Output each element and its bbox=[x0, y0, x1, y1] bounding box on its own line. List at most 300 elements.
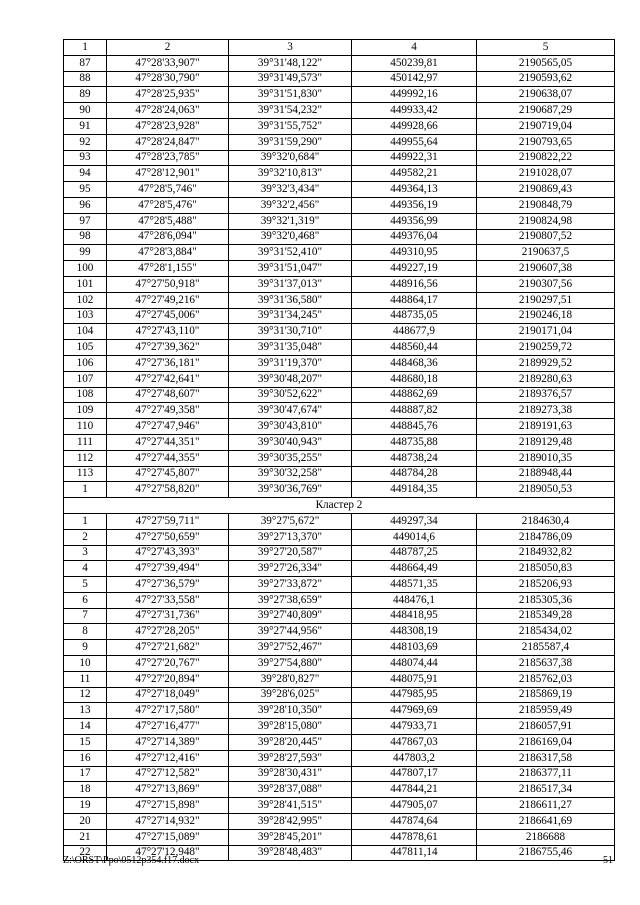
section-row bbox=[64, 498, 615, 514]
table-cell: 39°28'10,350" bbox=[229, 703, 352, 719]
table-cell: 2186377,11 bbox=[477, 766, 615, 782]
table-cell: 39°28'41,515" bbox=[229, 798, 352, 814]
table-cell: 2185305,36 bbox=[477, 592, 615, 608]
table-cell: 449014,6 bbox=[352, 529, 477, 545]
table-cell: 39°27'5,672" bbox=[229, 513, 352, 529]
table-cell: 47°27'16,477" bbox=[107, 719, 229, 735]
table-cell: 47°27'59,711" bbox=[107, 513, 229, 529]
table-row bbox=[64, 197, 615, 213]
table-cell: 2186317,58 bbox=[477, 750, 615, 766]
table-cell: 448075,91 bbox=[352, 671, 477, 687]
table-row bbox=[64, 387, 615, 403]
table-cell: 448476,1 bbox=[352, 592, 477, 608]
table-cell: 106 bbox=[64, 355, 107, 371]
table-cell: 449992,16 bbox=[352, 87, 477, 103]
table-row bbox=[64, 466, 615, 482]
table-cell: 47°28'5,488" bbox=[107, 213, 229, 229]
table-cell: 39°31'34,245" bbox=[229, 308, 352, 324]
table-cell: 2191028,07 bbox=[477, 166, 615, 182]
table-cell: 2189273,38 bbox=[477, 403, 615, 419]
table-cell: 3 bbox=[64, 545, 107, 561]
table-row bbox=[64, 403, 615, 419]
table-row bbox=[64, 71, 615, 87]
table-cell: 1 bbox=[64, 513, 107, 529]
table-cell: 39°28'15,080" bbox=[229, 719, 352, 735]
table-cell: 449356,19 bbox=[352, 197, 477, 213]
table-cell: 102 bbox=[64, 292, 107, 308]
table-cell: 47°27'43,110" bbox=[107, 324, 229, 340]
table-cell: 447874,64 bbox=[352, 814, 477, 830]
table-cell: 93 bbox=[64, 150, 107, 166]
table-row bbox=[64, 450, 615, 466]
table-cell: 448074,44 bbox=[352, 656, 477, 672]
table-cell: 47°27'49,216" bbox=[107, 292, 229, 308]
table-row bbox=[64, 829, 615, 845]
table-cell: 47°27'50,918" bbox=[107, 276, 229, 292]
coordinates-table-body bbox=[64, 40, 615, 861]
table-cell: 47°28'5,746" bbox=[107, 182, 229, 198]
table-row bbox=[64, 166, 615, 182]
table-cell: 6 bbox=[64, 592, 107, 608]
footer-file-path: Z:\ORST\Ppo\0512p354.f17.docx bbox=[63, 855, 200, 866]
table-cell: 447905,07 bbox=[352, 798, 477, 814]
table-cell: 2185050,83 bbox=[477, 561, 615, 577]
table-row bbox=[64, 229, 615, 245]
table-cell: 11 bbox=[64, 671, 107, 687]
table-cell: 39°27'33,872" bbox=[229, 577, 352, 593]
table-cell: 47°27'14,932" bbox=[107, 814, 229, 830]
table-cell: 448916,56 bbox=[352, 276, 477, 292]
table-cell: 47°28'1,155" bbox=[107, 261, 229, 277]
table-cell: 47°27'15,089" bbox=[107, 829, 229, 845]
table-row bbox=[64, 103, 615, 119]
table-cell: 447803,2 bbox=[352, 750, 477, 766]
table-cell: 91 bbox=[64, 118, 107, 134]
table-cell: 109 bbox=[64, 403, 107, 419]
table-cell: 14 bbox=[64, 719, 107, 735]
table-cell: 2186169,04 bbox=[477, 735, 615, 751]
table-cell: 2185587,4 bbox=[477, 640, 615, 656]
table-cell: 448308,19 bbox=[352, 624, 477, 640]
table-cell: 2190297,51 bbox=[477, 292, 615, 308]
table-row bbox=[64, 608, 615, 624]
header-cell: 3 bbox=[229, 40, 352, 56]
table-cell: 47°27'44,355" bbox=[107, 450, 229, 466]
table-cell: 39°31'35,048" bbox=[229, 340, 352, 356]
table-cell: 2186755,46 bbox=[477, 845, 615, 861]
table-cell: 92 bbox=[64, 134, 107, 150]
table-cell: 449297,34 bbox=[352, 513, 477, 529]
table-row bbox=[64, 308, 615, 324]
table-cell: 100 bbox=[64, 261, 107, 277]
table-cell: 2184932,82 bbox=[477, 545, 615, 561]
table-cell: 47°28'25,935" bbox=[107, 87, 229, 103]
table-cell: 2190607,38 bbox=[477, 261, 615, 277]
table-cell: 447933,71 bbox=[352, 719, 477, 735]
table-cell: 4 bbox=[64, 561, 107, 577]
table-cell: 39°28'27,593" bbox=[229, 750, 352, 766]
table-cell: 448677,9 bbox=[352, 324, 477, 340]
table-cell: 448735,88 bbox=[352, 434, 477, 450]
table-row bbox=[64, 687, 615, 703]
table-cell: 113 bbox=[64, 466, 107, 482]
header-cell: 1 bbox=[64, 40, 107, 56]
table-cell: 448664,49 bbox=[352, 561, 477, 577]
table-cell: 447807,17 bbox=[352, 766, 477, 782]
table-cell: 107 bbox=[64, 371, 107, 387]
table-cell: 2190638,07 bbox=[477, 87, 615, 103]
table-cell: 39°30'35,255" bbox=[229, 450, 352, 466]
table-cell: 39°30'47,674" bbox=[229, 403, 352, 419]
table-cell: 39°28'30,431" bbox=[229, 766, 352, 782]
table-cell: 2185434,02 bbox=[477, 624, 615, 640]
header-cell: 2 bbox=[107, 40, 229, 56]
table-cell: 13 bbox=[64, 703, 107, 719]
table-cell: 47°27'14,389" bbox=[107, 735, 229, 751]
table-cell: 39°30'32,258" bbox=[229, 466, 352, 482]
table-cell: 39°31'59,290" bbox=[229, 134, 352, 150]
table-cell: 47°27'39,362" bbox=[107, 340, 229, 356]
table-cell: 47°27'18,049" bbox=[107, 687, 229, 703]
table-cell: 39°27'52,467" bbox=[229, 640, 352, 656]
table-cell: 47°27'20,767" bbox=[107, 656, 229, 672]
table-cell: 47°28'24,063" bbox=[107, 103, 229, 119]
table-cell: 110 bbox=[64, 419, 107, 435]
table-row bbox=[64, 766, 615, 782]
table-cell: 448738,24 bbox=[352, 450, 477, 466]
table-cell: 449955,64 bbox=[352, 134, 477, 150]
table-cell: 448862,69 bbox=[352, 387, 477, 403]
table-row bbox=[64, 640, 615, 656]
table-cell: 47°27'45,807" bbox=[107, 466, 229, 482]
table-row bbox=[64, 782, 615, 798]
table-row bbox=[64, 134, 615, 150]
table-cell: 17 bbox=[64, 766, 107, 782]
table-cell: 47°27'47,946" bbox=[107, 419, 229, 435]
table-row bbox=[64, 735, 615, 751]
table-cell: 39°27'13,370" bbox=[229, 529, 352, 545]
table-cell: 47°28'23,785" bbox=[107, 150, 229, 166]
table-cell: 449184,35 bbox=[352, 482, 477, 498]
table-cell: 2190171,04 bbox=[477, 324, 615, 340]
table-cell: 449933,42 bbox=[352, 103, 477, 119]
table-row bbox=[64, 87, 615, 103]
footer-page-number: 51 bbox=[603, 855, 613, 866]
table-cell: 448864,17 bbox=[352, 292, 477, 308]
table-cell: 449922,31 bbox=[352, 150, 477, 166]
table-row bbox=[64, 434, 615, 450]
table-row bbox=[64, 371, 615, 387]
table-cell: 47°27'20,894" bbox=[107, 671, 229, 687]
table-cell: 47°27'36,181" bbox=[107, 355, 229, 371]
table-cell: 16 bbox=[64, 750, 107, 766]
table-cell: 448784,28 bbox=[352, 466, 477, 482]
table-row bbox=[64, 182, 615, 198]
table-cell: 2185959,49 bbox=[477, 703, 615, 719]
table-cell: 19 bbox=[64, 798, 107, 814]
table-cell: 39°27'38,659" bbox=[229, 592, 352, 608]
table-cell: 112 bbox=[64, 450, 107, 466]
table-cell: 448735,05 bbox=[352, 308, 477, 324]
table-cell: 47°27'21,682" bbox=[107, 640, 229, 656]
table-row bbox=[64, 545, 615, 561]
table-cell: 10 bbox=[64, 656, 107, 672]
table-cell: 47°28'30,790" bbox=[107, 71, 229, 87]
table-row bbox=[64, 529, 615, 545]
table-cell: 8 bbox=[64, 624, 107, 640]
table-cell: 448560,44 bbox=[352, 340, 477, 356]
table-cell: 39°28'45,201" bbox=[229, 829, 352, 845]
table-cell: 111 bbox=[64, 434, 107, 450]
table-cell: 448103,69 bbox=[352, 640, 477, 656]
table-cell: 97 bbox=[64, 213, 107, 229]
table-cell: 2190807,52 bbox=[477, 229, 615, 245]
table-cell: 448887,82 bbox=[352, 403, 477, 419]
table-cell: 47°27'36,579" bbox=[107, 577, 229, 593]
table-cell: 39°31'55,752" bbox=[229, 118, 352, 134]
table-row bbox=[64, 750, 615, 766]
table-cell: 39°31'54,232" bbox=[229, 103, 352, 119]
table-cell: 98 bbox=[64, 229, 107, 245]
table-row bbox=[64, 419, 615, 435]
table-cell: 2185349,28 bbox=[477, 608, 615, 624]
table-row bbox=[64, 324, 615, 340]
table-cell: 39°30'36,769" bbox=[229, 482, 352, 498]
table-cell: 2185206,93 bbox=[477, 577, 615, 593]
table-cell: 448787,25 bbox=[352, 545, 477, 561]
table-cell: 99 bbox=[64, 245, 107, 261]
table-cell: 108 bbox=[64, 387, 107, 403]
table-row bbox=[64, 150, 615, 166]
table-cell: 2184630,4 bbox=[477, 513, 615, 529]
table-cell: 2189129,48 bbox=[477, 434, 615, 450]
table-cell: 449376,04 bbox=[352, 229, 477, 245]
table-cell: 47°27'39,494" bbox=[107, 561, 229, 577]
table-cell: 2186057,91 bbox=[477, 719, 615, 735]
header-cell: 5 bbox=[477, 40, 615, 56]
table-cell: 2189280,63 bbox=[477, 371, 615, 387]
table-cell: 2190307,56 bbox=[477, 276, 615, 292]
table-row bbox=[64, 671, 615, 687]
table-cell: 2190824,98 bbox=[477, 213, 615, 229]
table-cell: 2188948,44 bbox=[477, 466, 615, 482]
table-cell: 448571,35 bbox=[352, 577, 477, 593]
table-cell: 103 bbox=[64, 308, 107, 324]
table-cell: 450239,81 bbox=[352, 55, 477, 71]
table-cell: 39°32'3,434" bbox=[229, 182, 352, 198]
table-cell: 47°27'58,820" bbox=[107, 482, 229, 498]
table-cell: 2190719,04 bbox=[477, 118, 615, 134]
table-cell: 47°27'17,580" bbox=[107, 703, 229, 719]
table-cell: 47°27'48,607" bbox=[107, 387, 229, 403]
table-cell: 2190246,18 bbox=[477, 308, 615, 324]
table-cell: 47°27'12,582" bbox=[107, 766, 229, 782]
table-cell: 47°27'13,869" bbox=[107, 782, 229, 798]
table-row bbox=[64, 482, 615, 498]
table-row bbox=[64, 814, 615, 830]
table-cell: 449310,95 bbox=[352, 245, 477, 261]
table-cell: 87 bbox=[64, 55, 107, 71]
table-row bbox=[64, 355, 615, 371]
table-cell: 39°28'20,445" bbox=[229, 735, 352, 751]
table-cell: 447969,69 bbox=[352, 703, 477, 719]
table-row bbox=[64, 798, 615, 814]
table-cell: 449227,19 bbox=[352, 261, 477, 277]
table-cell: 47°27'31,736" bbox=[107, 608, 229, 624]
table-row bbox=[64, 292, 615, 308]
table-cell: 2190593,62 bbox=[477, 71, 615, 87]
coordinates-table bbox=[63, 39, 615, 861]
table-cell: 449364,13 bbox=[352, 182, 477, 198]
table-cell: 2189050,53 bbox=[477, 482, 615, 498]
table-cell: 47°27'50,659" bbox=[107, 529, 229, 545]
table-cell: 448418,95 bbox=[352, 608, 477, 624]
table-cell: 447985,95 bbox=[352, 687, 477, 703]
table-cell: 47°28'23,928" bbox=[107, 118, 229, 134]
table-cell: 39°30'48,207" bbox=[229, 371, 352, 387]
table-cell: 39°32'10,813" bbox=[229, 166, 352, 182]
table-cell: 7 bbox=[64, 608, 107, 624]
table-cell: 449356,99 bbox=[352, 213, 477, 229]
table-cell: 2190637,5 bbox=[477, 245, 615, 261]
table-cell: 22 bbox=[64, 845, 107, 861]
table-cell: 47°27'12,948" bbox=[107, 845, 229, 861]
table-cell: 2186688 bbox=[477, 829, 615, 845]
table-cell: 47°28'12,901" bbox=[107, 166, 229, 182]
table-cell: 101 bbox=[64, 276, 107, 292]
table-cell: 39°30'52,622" bbox=[229, 387, 352, 403]
table-cell: 447844,21 bbox=[352, 782, 477, 798]
table-cell: 2190259,72 bbox=[477, 340, 615, 356]
table-row bbox=[64, 561, 615, 577]
table-cell: 2190793,65 bbox=[477, 134, 615, 150]
table-cell: 448845,76 bbox=[352, 419, 477, 435]
table-cell: 39°31'36,580" bbox=[229, 292, 352, 308]
table-cell: 2189010,35 bbox=[477, 450, 615, 466]
table-cell: 2190565,05 bbox=[477, 55, 615, 71]
table-cell: 39°27'20,587" bbox=[229, 545, 352, 561]
table-cell: 20 bbox=[64, 814, 107, 830]
table-cell: 39°32'0,684" bbox=[229, 150, 352, 166]
table-row bbox=[64, 276, 615, 292]
table-cell: 12 bbox=[64, 687, 107, 703]
table-cell: 2189376,57 bbox=[477, 387, 615, 403]
table-cell: 47°28'3,884" bbox=[107, 245, 229, 261]
table-cell: 2190869,43 bbox=[477, 182, 615, 198]
table-cell: 39°32'2,456" bbox=[229, 197, 352, 213]
table-cell: 2190687,29 bbox=[477, 103, 615, 119]
table-cell: 1 bbox=[64, 482, 107, 498]
table-cell: 447811,14 bbox=[352, 845, 477, 861]
table-row bbox=[64, 245, 615, 261]
table-cell: 450142,97 bbox=[352, 71, 477, 87]
table-cell: 47°27'44,351" bbox=[107, 434, 229, 450]
table-cell: 2186641,69 bbox=[477, 814, 615, 830]
table-cell: 39°32'1,319" bbox=[229, 213, 352, 229]
table-cell: 39°31'19,370" bbox=[229, 355, 352, 371]
table-cell: 39°31'48,122" bbox=[229, 55, 352, 71]
table-cell: 2190822,22 bbox=[477, 150, 615, 166]
table-cell: 21 bbox=[64, 829, 107, 845]
table-cell: 47°28'6,094" bbox=[107, 229, 229, 245]
table-row bbox=[64, 703, 615, 719]
table-row bbox=[64, 118, 615, 134]
table-cell: 39°27'40,809" bbox=[229, 608, 352, 624]
table-row bbox=[64, 261, 615, 277]
table-cell: 448680,18 bbox=[352, 371, 477, 387]
table-cell: 39°27'44,956" bbox=[229, 624, 352, 640]
table-cell: 105 bbox=[64, 340, 107, 356]
table-cell: 39°28'0,827" bbox=[229, 671, 352, 687]
table-row bbox=[64, 592, 615, 608]
table-cell: 39°31'30,710" bbox=[229, 324, 352, 340]
table-row bbox=[64, 624, 615, 640]
table-cell: 449928,66 bbox=[352, 118, 477, 134]
table-cell: 5 bbox=[64, 577, 107, 593]
table-cell: 2190848,79 bbox=[477, 197, 615, 213]
table-row bbox=[64, 656, 615, 672]
table-cell: 39°28'42,995" bbox=[229, 814, 352, 830]
table-cell: 47°27'42,641" bbox=[107, 371, 229, 387]
table-cell: 96 bbox=[64, 197, 107, 213]
table-row bbox=[64, 340, 615, 356]
table-cell: 88 bbox=[64, 71, 107, 87]
table-row bbox=[64, 213, 615, 229]
table-cell: 2186517,34 bbox=[477, 782, 615, 798]
table-cell: 2 bbox=[64, 529, 107, 545]
table-cell: 39°31'49,573" bbox=[229, 71, 352, 87]
table-cell: 47°27'33,558" bbox=[107, 592, 229, 608]
table-cell: 47°28'24,847" bbox=[107, 134, 229, 150]
table-cell: 18 bbox=[64, 782, 107, 798]
table-row bbox=[64, 577, 615, 593]
table-cell: 39°32'0,468" bbox=[229, 229, 352, 245]
table-cell: 2186611,27 bbox=[477, 798, 615, 814]
table-cell: 47°27'43,393" bbox=[107, 545, 229, 561]
table-cell: 39°31'37,013" bbox=[229, 276, 352, 292]
table-cell: 15 bbox=[64, 735, 107, 751]
table-cell: 39°27'26,334" bbox=[229, 561, 352, 577]
table-header-row bbox=[64, 40, 615, 56]
table-cell: 47°27'45,006" bbox=[107, 308, 229, 324]
table-cell: 39°28'37,088" bbox=[229, 782, 352, 798]
table-cell: 39°30'43,810" bbox=[229, 419, 352, 435]
table-cell: 2185762,03 bbox=[477, 671, 615, 687]
table-cell: 47°28'5,476" bbox=[107, 197, 229, 213]
table-cell: 47°27'12,416" bbox=[107, 750, 229, 766]
table-cell: 448468,36 bbox=[352, 355, 477, 371]
table-cell: 39°30'40,943" bbox=[229, 434, 352, 450]
header-cell: 4 bbox=[352, 40, 477, 56]
table-cell: 2189929,52 bbox=[477, 355, 615, 371]
table-cell: 449582,21 bbox=[352, 166, 477, 182]
table-cell: 39°31'52,410" bbox=[229, 245, 352, 261]
table-cell: 47°27'49,358" bbox=[107, 403, 229, 419]
table-cell: 39°27'54,880" bbox=[229, 656, 352, 672]
table-cell: 104 bbox=[64, 324, 107, 340]
section-label: Кластер 2 bbox=[64, 498, 615, 514]
table-cell: 2184786,09 bbox=[477, 529, 615, 545]
table-cell: 95 bbox=[64, 182, 107, 198]
table-cell: 447878,61 bbox=[352, 829, 477, 845]
table-cell: 39°28'6,025" bbox=[229, 687, 352, 703]
table-cell: 2185869,19 bbox=[477, 687, 615, 703]
table-cell: 39°31'51,830" bbox=[229, 87, 352, 103]
table-cell: 47°27'28,205" bbox=[107, 624, 229, 640]
table-row bbox=[64, 513, 615, 529]
table-cell: 2185637,38 bbox=[477, 656, 615, 672]
table-cell: 47°28'33,907" bbox=[107, 55, 229, 71]
